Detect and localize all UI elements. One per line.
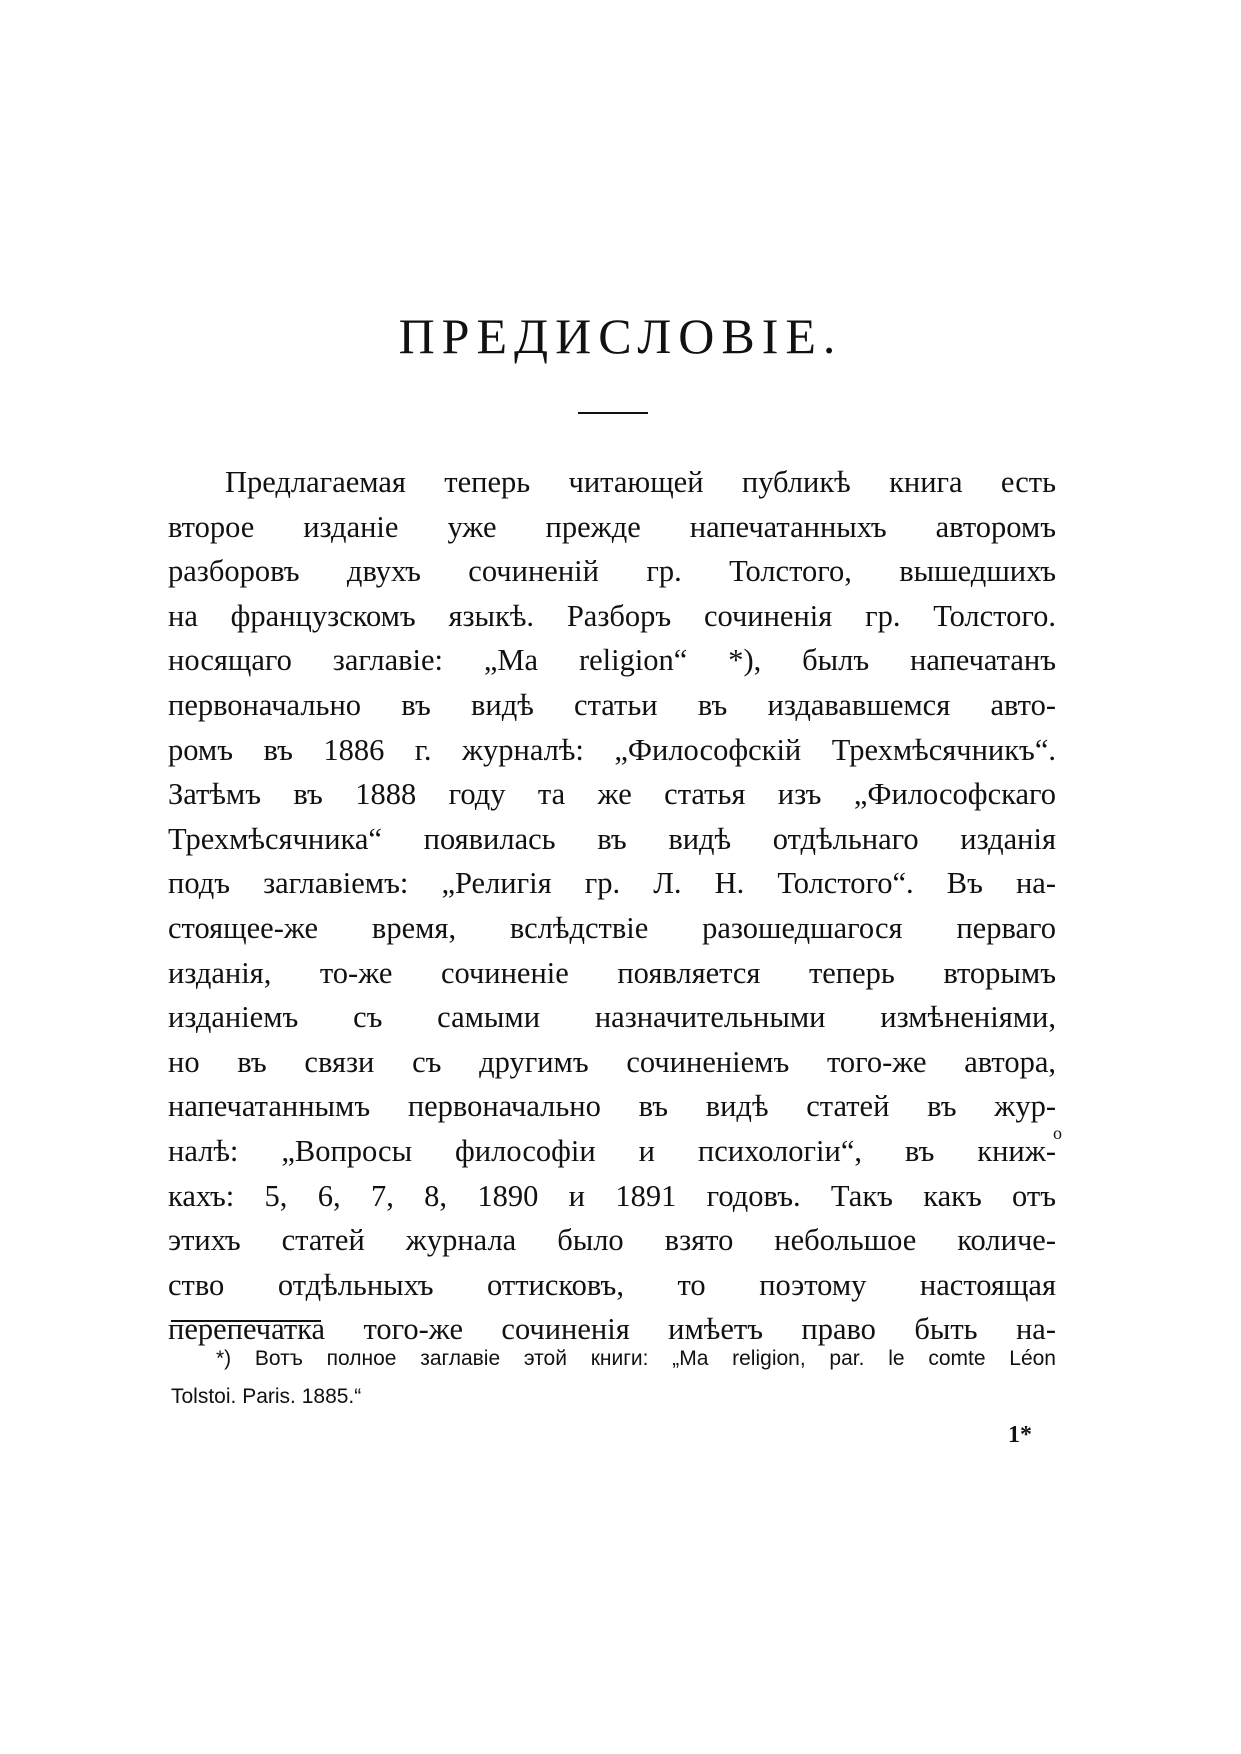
text-line: перепечатка того-же сочиненія имѣетъ право быть на- [168, 1312, 1056, 1347]
text-line: стоящее-же время, вслѣдствіе разошедшагося перваго [168, 910, 1056, 945]
text-line: разборовъ двухъ сочиненій гр. Толстого, вышедшихъ [168, 554, 1056, 589]
text-line: Трехмѣсячника“ появилась въ видѣ отдѣльнаго изданія [168, 821, 1056, 856]
text-line: изданіемъ съ самыми назначительными измѣненіями, [168, 1000, 1056, 1035]
text-line: ромъ въ 1886 г. журналѣ: „Философскій Трехмѣсячникъ“. [168, 732, 1056, 767]
footnote-divider [171, 1320, 321, 1322]
text-line: этихъ статей журнала было взято небольшое количе- [168, 1223, 1056, 1258]
text-line: кахъ: 5, 6, 7, 8, 1890 и 1891 годовъ. Такъ какъ отъ [168, 1178, 1056, 1213]
text-line: Предлагаемая теперь читающей публикѣ книга есть [225, 465, 1056, 499]
title-divider [578, 412, 648, 414]
text-line: но въ связи съ другимъ сочиненіемъ того-же автора, [168, 1044, 1056, 1079]
text-line: носящаго заглавіе: „Ma religion“ *), былъ напечатанъ [168, 643, 1056, 678]
text-line: подъ заглавіемъ: „Религія гр. Л. Н. Толстого“. Въ на- [168, 866, 1056, 901]
footnote-line: Tolstoi. Paris. 1885.“ [171, 1385, 362, 1408]
page-title: ПРЕДИСЛОВІЕ. [398, 308, 843, 364]
footnote [171, 1340, 1056, 1416]
margin-mark: о [1053, 1123, 1062, 1143]
text-line: первоначально въ видѣ статьи въ издававшемся авто- [168, 687, 1056, 722]
text-line: второе изданіе уже прежде напечатанныхъ авторомъ [168, 509, 1056, 544]
footnote-line: *) Вотъ полное заглавіе этой книги: „Ma religion, par. le comte Léon [216, 1347, 1056, 1370]
preface-body [168, 460, 1056, 1352]
text-line: на французскомъ языкѣ. Разборъ сочиненія гр. Толстого. [168, 598, 1056, 633]
text-line: налѣ: „Вопросы философіи и психологіи“, въ книж- [168, 1133, 1056, 1168]
text-line: напечатаннымъ первоначально въ видѣ статей въ жур- [168, 1089, 1056, 1124]
signature-mark: 1* [1008, 1422, 1032, 1448]
text-line: ство отдѣльныхъ оттисковъ, то поэтому настоящая [168, 1267, 1056, 1302]
text-line: Затѣмъ въ 1888 году та же статья изъ „Философскаго [168, 777, 1056, 812]
text-line: изданія, то-же сочиненіе появляется теперь вторымъ [168, 955, 1056, 990]
